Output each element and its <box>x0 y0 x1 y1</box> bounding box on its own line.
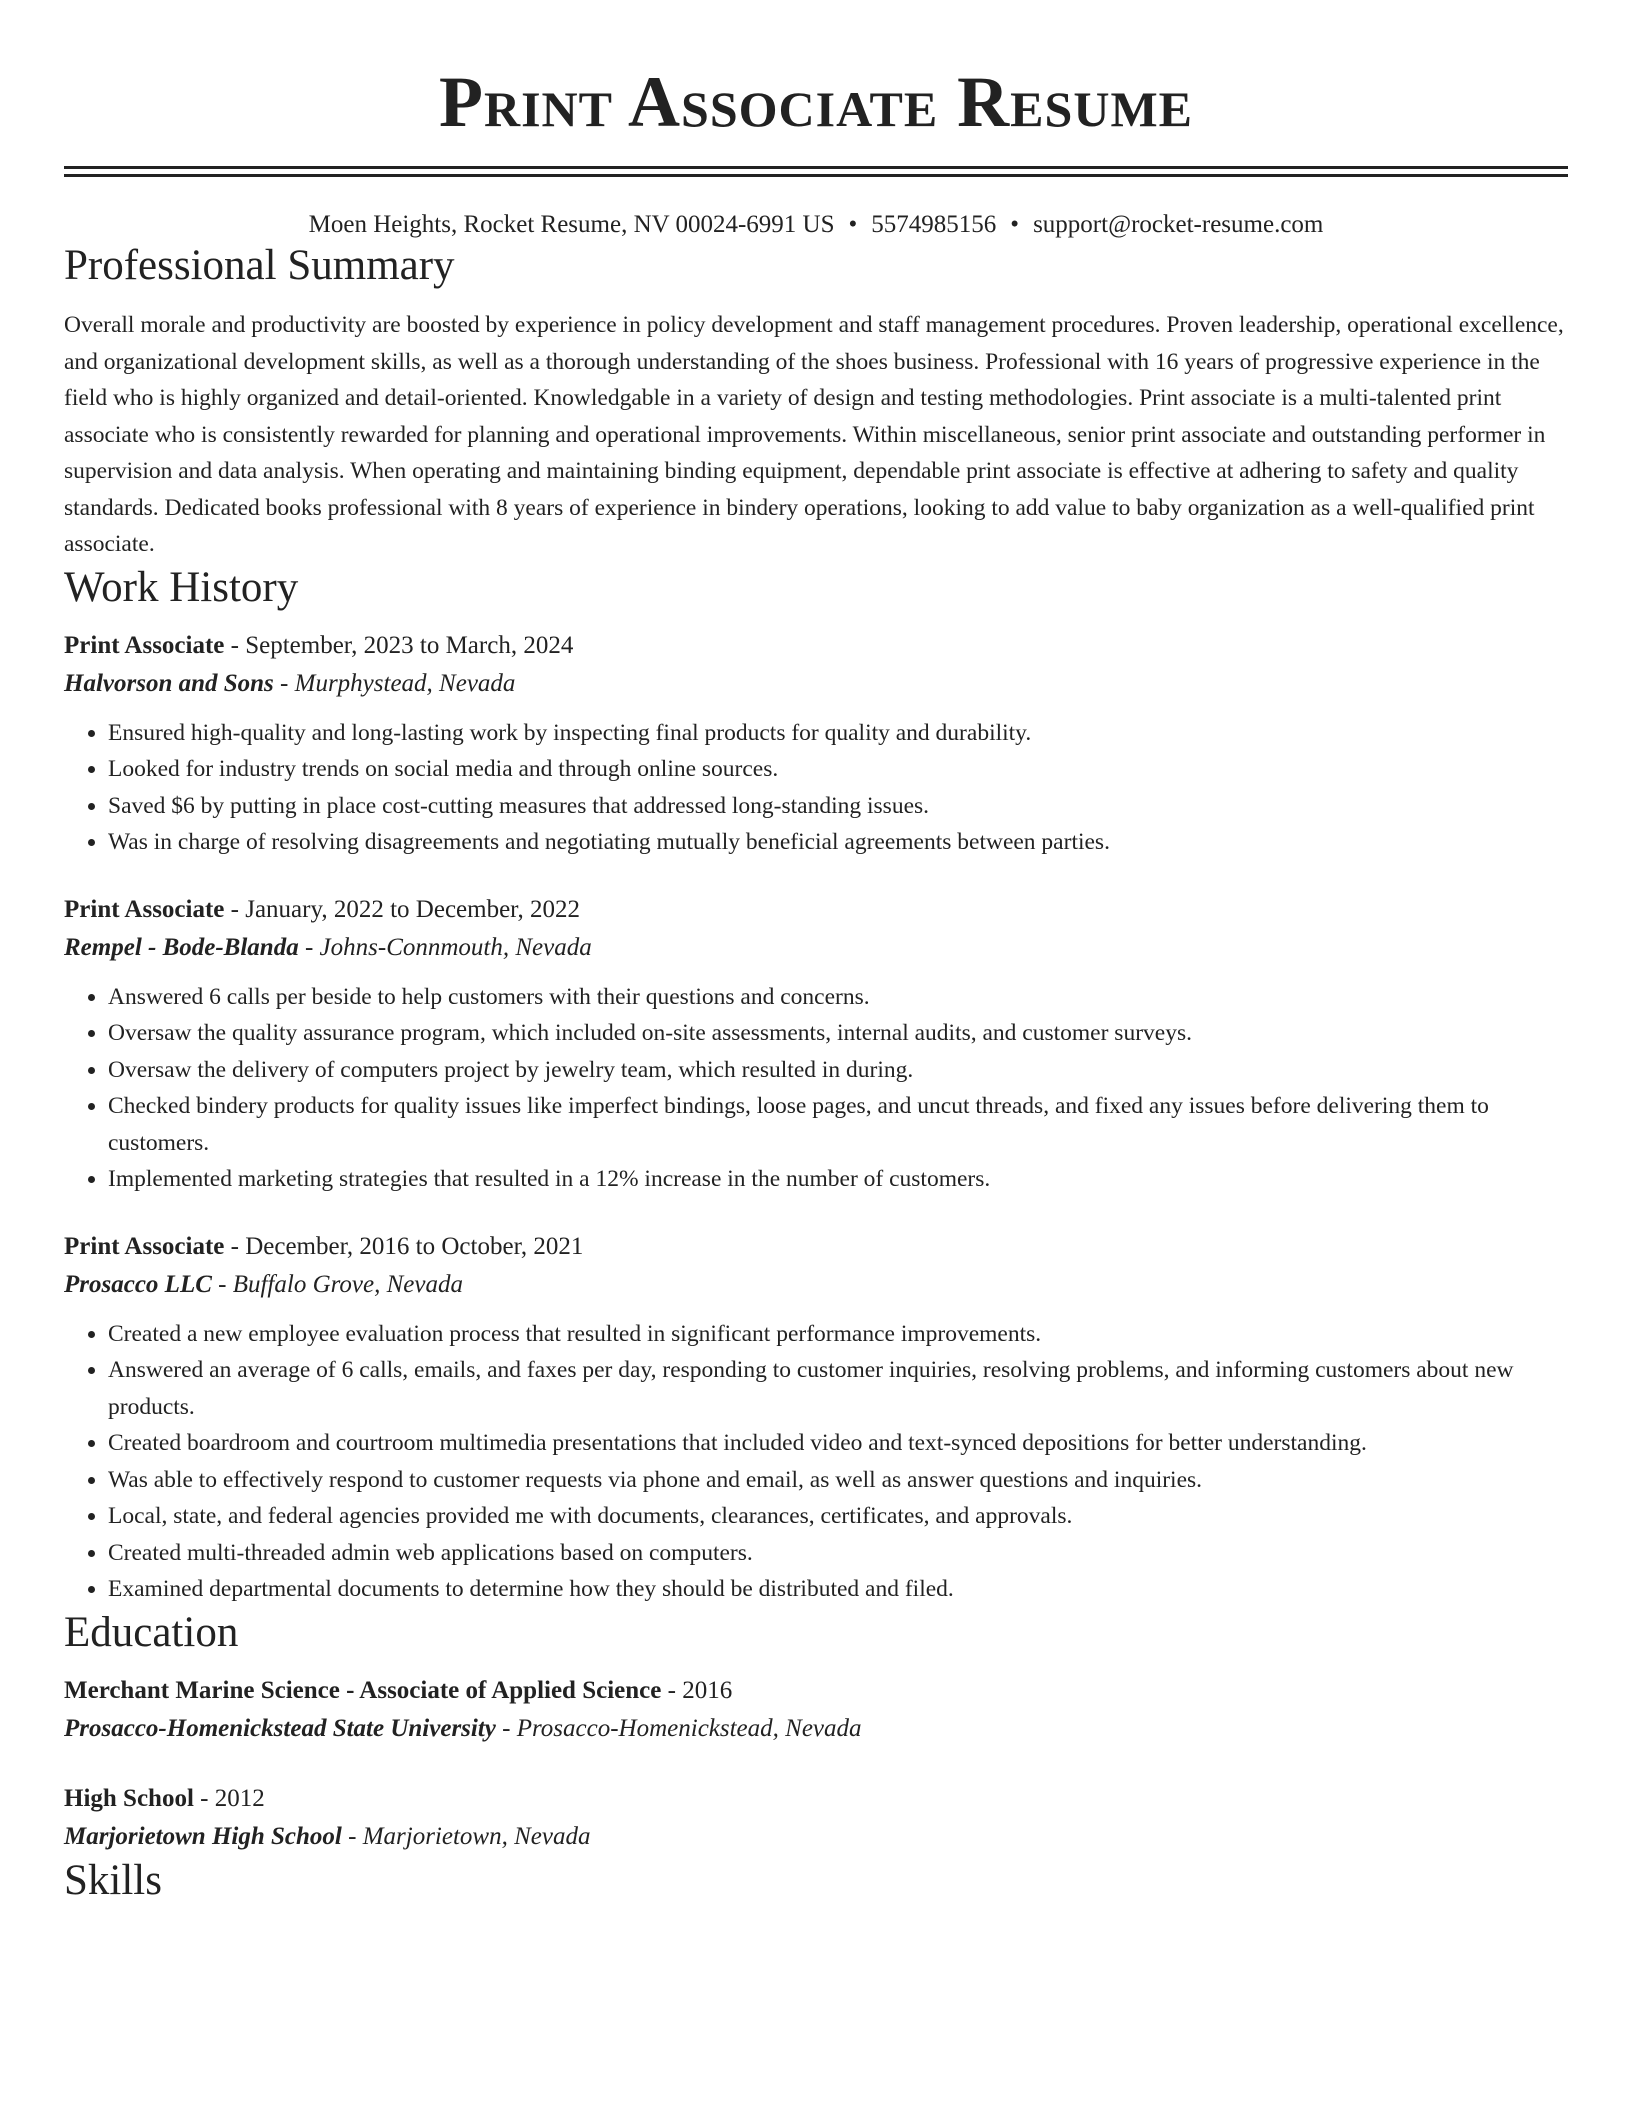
job-company: Halvorson and Sons <box>64 669 274 697</box>
job-entry <box>64 891 1568 1198</box>
school-line <box>64 1710 1568 1748</box>
job-bullet: • Saved $6 by putting in place cost-cutting measures that addressed long-standing issues. <box>108 788 1568 825</box>
separator: - <box>224 631 246 659</box>
job-bullet: • Was able to effectively respond to customer requests via phone and email, as well as answer questions and inquiries. <box>108 1462 1568 1499</box>
contact-phone: 5574985156 <box>871 211 997 238</box>
skills-heading: Skills <box>64 1856 162 1904</box>
education-heading: Education <box>64 1608 239 1656</box>
job-entry <box>64 627 1568 861</box>
separator: - <box>661 1676 683 1704</box>
education-entry <box>64 1672 1568 1748</box>
separator: - <box>341 1822 363 1850</box>
job-title-line <box>64 891 1568 929</box>
job-dates: September, 2023 to March, 2024 <box>245 631 574 659</box>
job-dates: January, 2022 to December, 2022 <box>245 895 580 923</box>
contact-email: support@rocket-resume.com <box>1033 211 1324 238</box>
separator: - <box>224 1232 246 1260</box>
job-company-line <box>64 929 1568 967</box>
school-location: Marjorietown, Nevada <box>362 1822 591 1850</box>
job-location: Johns-Connmouth, Nevada <box>319 933 592 961</box>
separator: - <box>495 1714 517 1742</box>
job-title: Print Associate <box>64 895 225 923</box>
job-bullet: • Was in charge of resolving disagreements and negotiating mutually beneficial agreements between parties. <box>108 824 1568 861</box>
work-history-heading: Work History <box>64 563 299 611</box>
job-company-line <box>64 1266 1568 1304</box>
separator: - <box>298 933 320 961</box>
job-title-line <box>64 1228 1568 1266</box>
job-title: Print Associate <box>64 631 225 659</box>
job-title-line <box>64 627 1568 665</box>
school-name: Prosacco-Homenickstead State University <box>64 1714 496 1742</box>
job-company: Prosacco LLC <box>64 1270 212 1298</box>
job-bullet: • Checked bindery products for quality issues like imperfect bindings, loose pages, and uncut threads, and fixed any issues before delivering them to customers. <box>108 1088 1568 1161</box>
job-bullet: • Created multi-threaded admin web applications based on computers. <box>108 1535 1568 1572</box>
separator: - <box>193 1784 215 1812</box>
job-bullet: • Local, state, and federal agencies provided me with documents, clearances, certificates, and approvals. <box>108 1498 1568 1535</box>
job-bullet: • Created boardroom and courtroom multimedia presentations that included video and text-synced depositions for better understanding. <box>108 1425 1568 1462</box>
job-bullet: • Oversaw the quality assurance program, which included on-site assessments, internal audits, and customer surveys. <box>108 1015 1568 1052</box>
summary-text: Overall morale and productivity are boosted by experience in policy development and staff management procedures. Proven leadership, operational excellence, and organizational development skills, as well as a thorough understanding of the shoes business. Professional with 16 years of progressive experience in the field who is highly organized and detail-oriented. Knowledgable in a variety of design and testing methodologies. Print associate is a multi-talented print associate who is consistently rewarded for planning and operational improvements. Within miscellaneous, senior print associate and outstanding performer in supervision and data analysis. When operating and maintaining binding equipment, dependable print associate is effective at adhering to safety and quality standards. Dedicated books professional with 8 years of experience in bindery operations, looking to add value to baby organization as a well-qualified print associate. <box>64 312 1564 557</box>
contact-separator: • <box>1010 211 1020 238</box>
school-line <box>64 1818 1568 1856</box>
job-title: Print Associate <box>64 1232 225 1260</box>
job-bullets <box>64 979 1568 1198</box>
school-location: Prosacco-Homenickstead, Nevada <box>516 1714 862 1742</box>
job-bullets <box>64 715 1568 861</box>
education-entry <box>64 1780 1568 1856</box>
resume-title: Print Associate Resume <box>438 62 1193 142</box>
degree: High School <box>64 1784 194 1812</box>
separator: - <box>211 1270 233 1298</box>
job-bullet: • Answered 6 calls per beside to help customers with their questions and concerns. <box>108 979 1568 1016</box>
job-bullet: • Implemented marketing strategies that resulted in a 12% increase in the number of customers. <box>108 1161 1568 1198</box>
job-bullet: • Created a new employee evaluation process that resulted in significant performance improvements. <box>108 1316 1568 1353</box>
degree-line <box>64 1672 1568 1710</box>
job-bullet: • Answered an average of 6 calls, emails, and faxes per day, responding to customer inquiries, resolving problems, and informing customers about new products. <box>108 1352 1568 1425</box>
graduation-year: 2012 <box>214 1784 265 1812</box>
job-bullet: • Examined departmental documents to determine how they should be distributed and filed. <box>108 1571 1568 1608</box>
job-company-line <box>64 665 1568 703</box>
contact-address: Moen Heights, Rocket Resume, NV 00024-6991 US <box>308 211 835 238</box>
job-bullet: • Oversaw the delivery of computers project by jewelry team, which resulted in during. <box>108 1052 1568 1089</box>
graduation-year: 2016 <box>682 1676 733 1704</box>
degree: Merchant Marine Science - Associate of Applied Science <box>64 1676 662 1704</box>
job-dates: December, 2016 to October, 2021 <box>245 1232 584 1260</box>
job-bullet: • Ensured high-quality and long-lasting work by inspecting final products for quality and durability. <box>108 715 1568 752</box>
separator: - <box>224 895 246 923</box>
job-bullets <box>64 1316 1568 1608</box>
job-location: Murphystead, Nevada <box>294 669 516 697</box>
summary-heading: Professional Summary <box>64 242 455 289</box>
contact-separator: • <box>848 211 858 238</box>
degree-line <box>64 1780 1568 1818</box>
school-name: Marjorietown High School <box>64 1822 342 1850</box>
job-entry <box>64 1228 1568 1608</box>
title-double-rule <box>64 166 1568 177</box>
job-bullet: • Looked for industry trends on social media and through online sources. <box>108 751 1568 788</box>
job-location: Buffalo Grove, Nevada <box>232 1270 463 1298</box>
contact-line <box>64 209 1568 241</box>
job-company: Rempel - Bode-Blanda <box>64 933 299 961</box>
separator: - <box>273 669 295 697</box>
